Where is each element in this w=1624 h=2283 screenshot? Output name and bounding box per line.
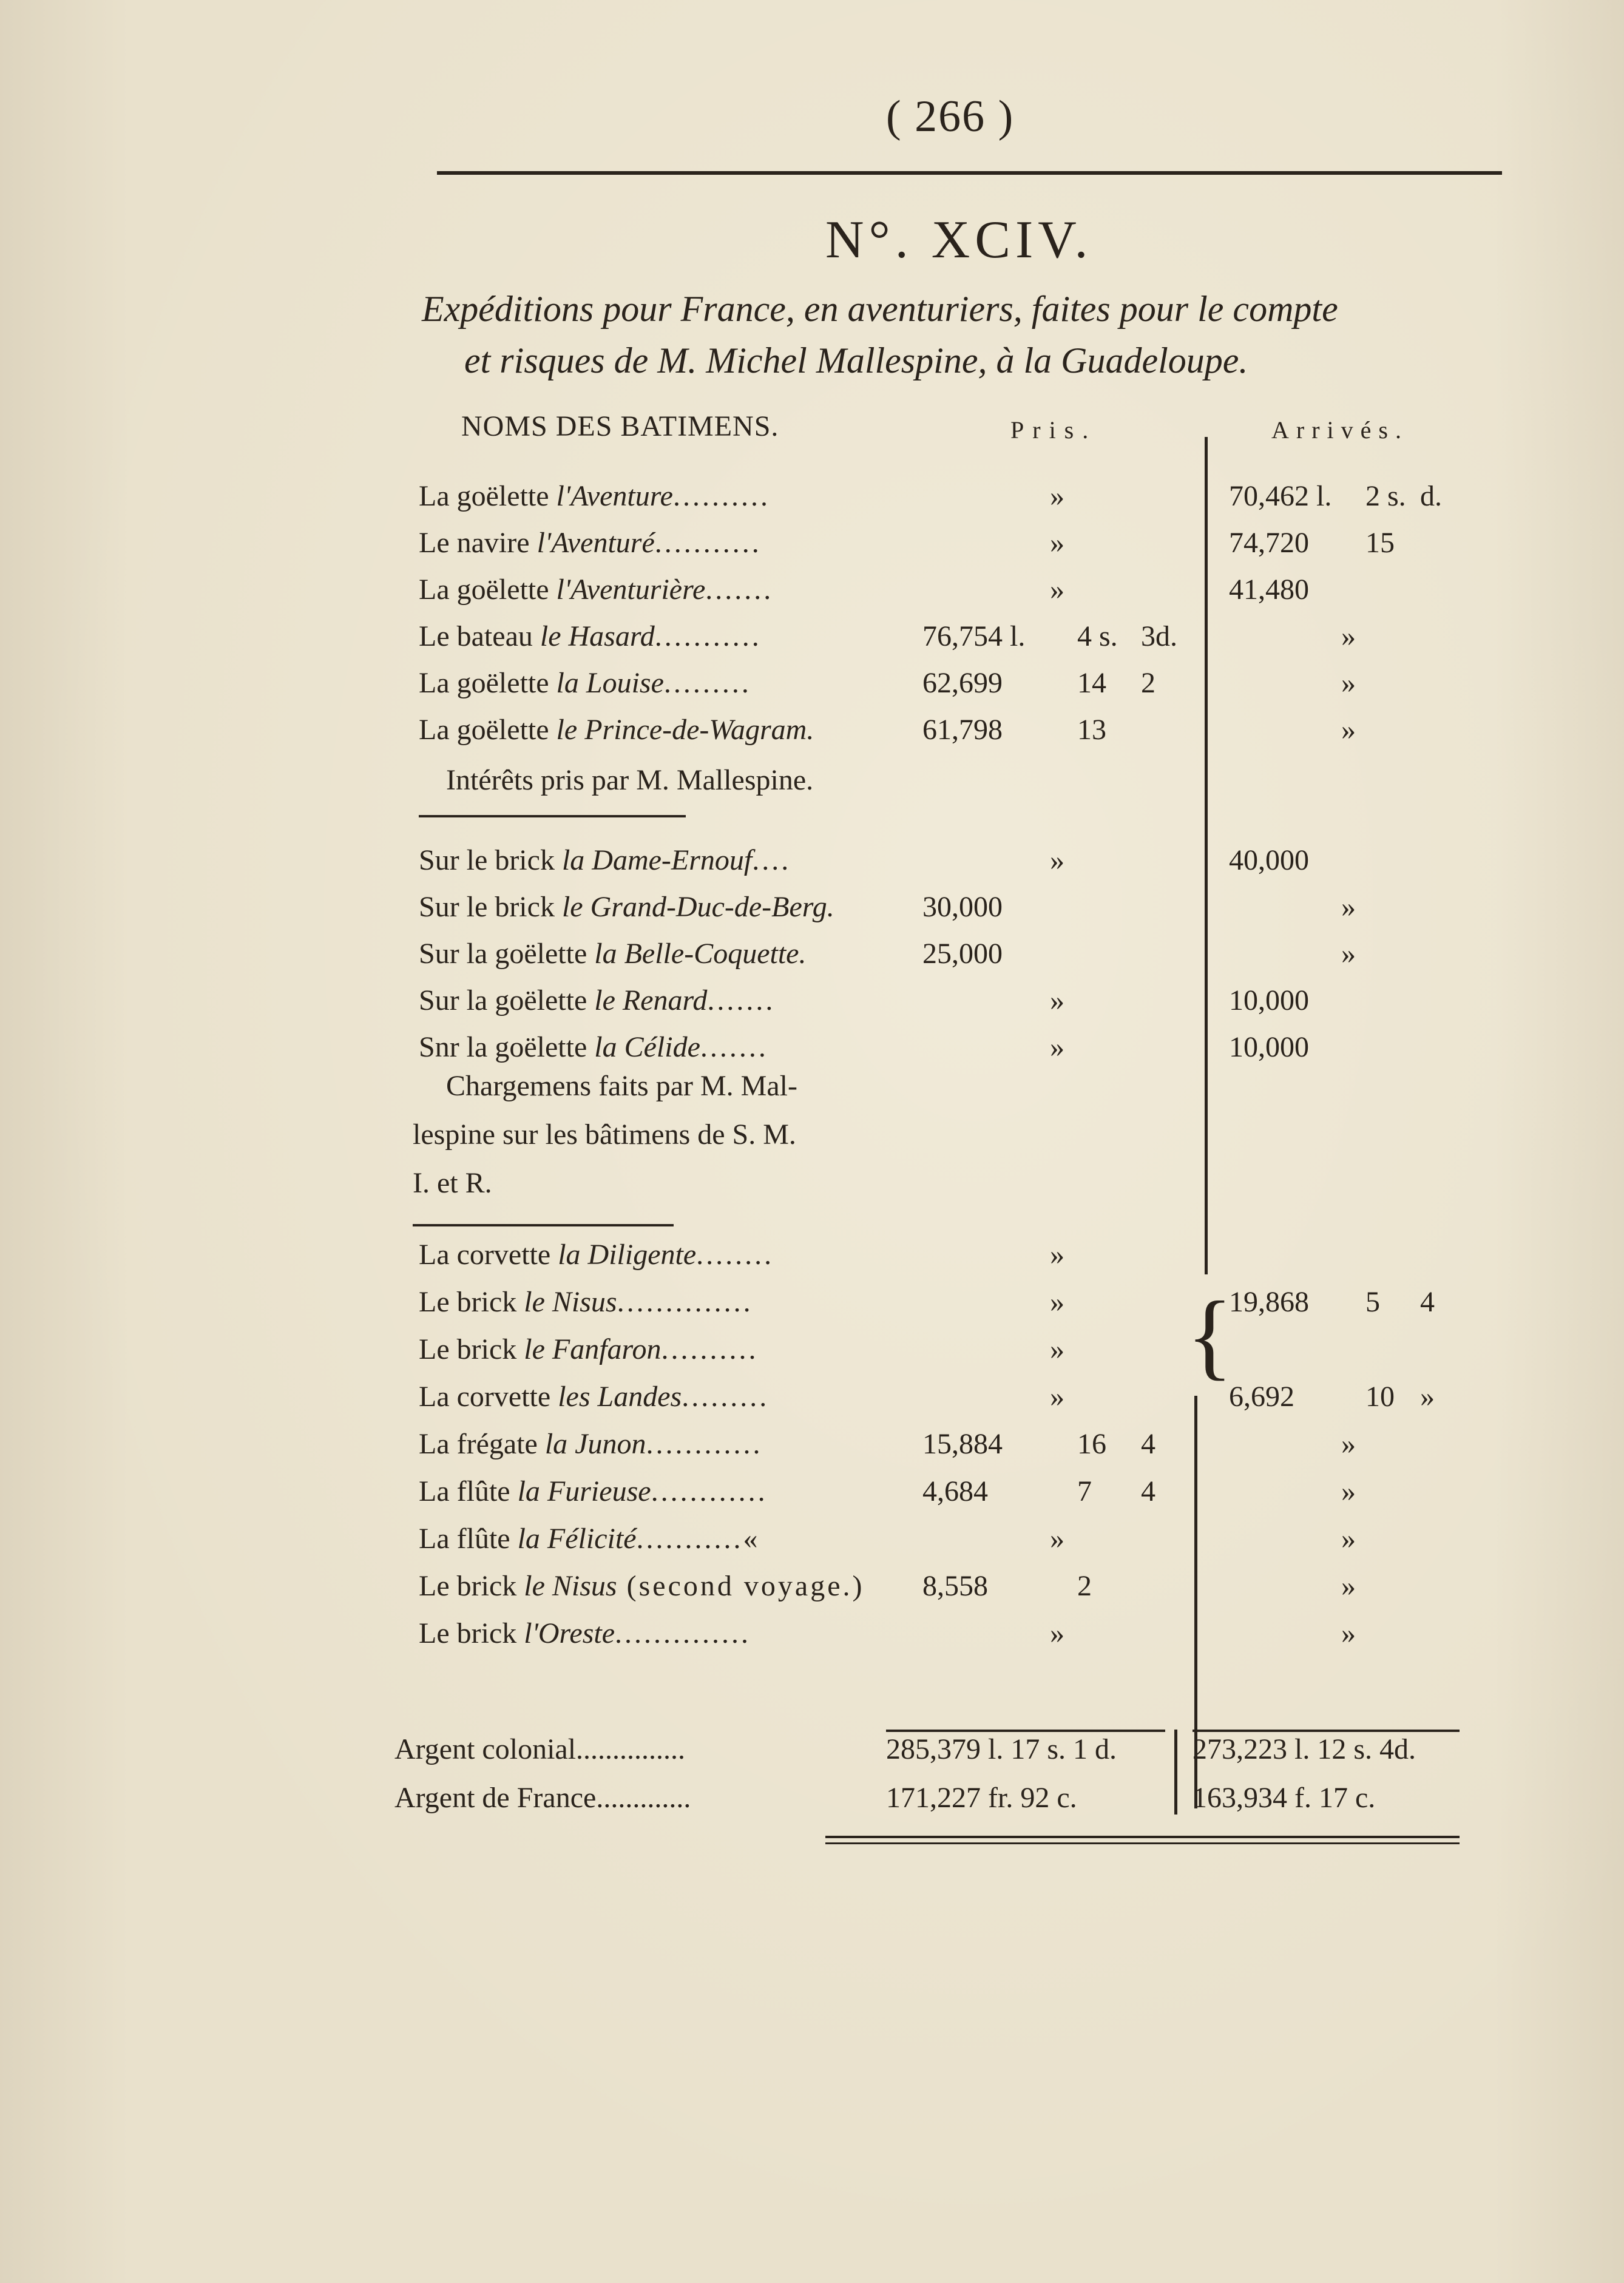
total-label-france: Argent de France............. <box>394 1782 691 1814</box>
vessel-type: Le brick <box>419 1286 517 1318</box>
vessel-title: la Junon <box>544 1428 646 1460</box>
grouping-brace: { <box>1186 1281 1233 1389</box>
cell-pris: 76,754 l. <box>922 620 1026 652</box>
cell-arr: 6,692 <box>1229 1381 1294 1413</box>
ledger-row <box>0 1238 1624 1280</box>
ledger-row <box>0 1285 1624 1328</box>
ledger-row <box>0 666 1624 709</box>
cell-q-arr: » <box>1341 1428 1356 1460</box>
cell-pris: 61,798 <box>922 714 1003 746</box>
leader-dots: ........ <box>696 1239 774 1271</box>
vessel-name <box>419 1475 768 1508</box>
cell-q-arr: » <box>1341 1570 1356 1602</box>
vessel-title: le Grand-Duc-de-Berg. <box>561 891 834 923</box>
cell-pris-s: 14 <box>1077 667 1106 699</box>
cell-q-arr: » <box>1341 1617 1356 1649</box>
ledger-row <box>0 1380 1624 1422</box>
vessel-title: la Célide <box>594 1031 700 1063</box>
ledger-row <box>0 984 1624 1026</box>
cell-pris-s: 7 <box>1077 1475 1092 1507</box>
vessel-name <box>419 666 751 700</box>
vessel-title: l'Aventurière <box>556 573 706 606</box>
ledger-row <box>0 844 1624 886</box>
section-divider <box>419 815 686 817</box>
cell-q-pris: » <box>1050 1523 1064 1555</box>
vessel-name <box>419 890 834 924</box>
vessel-title: la Furieuse <box>517 1475 651 1507</box>
totals-column-rule <box>1174 1730 1177 1815</box>
ledger-row <box>0 479 1624 522</box>
vessel-name <box>419 479 770 513</box>
vessel-name <box>419 1427 762 1461</box>
vessel-title: l'Aventure <box>556 480 673 512</box>
cell-q-pris: » <box>1050 1286 1064 1318</box>
vessel-name <box>419 984 775 1017</box>
bottom-rule-secondary <box>825 1842 1460 1844</box>
cell-pris-s: 16 <box>1077 1428 1106 1460</box>
cell-q-pris: » <box>1050 1333 1064 1365</box>
vessel-title: le Prince-de-Wagram. <box>556 714 814 746</box>
ledger-row <box>0 573 1624 615</box>
title-line-2: et risques de M. Michel Mallespine, à la Guadeloupe. <box>464 340 1248 380</box>
cell-arr: 19,868 <box>1229 1286 1309 1318</box>
totals-rule-arrives <box>1193 1730 1460 1732</box>
total-pris-france: 171,227 fr. 92 c. <box>886 1782 1077 1814</box>
leader-dots: ....... <box>700 1031 768 1063</box>
vessel-type: Le brick <box>419 1617 517 1649</box>
total-pris-colonial: 285,379 l. 17 s. 1 d. <box>886 1733 1117 1765</box>
cell-q-arr: » <box>1341 891 1356 923</box>
ledger-row <box>0 1030 1624 1073</box>
cell-pris: 25,000 <box>922 938 1003 970</box>
vessel-title: le Hasard <box>540 620 655 652</box>
vessel-title: le Fanfaron <box>524 1333 661 1365</box>
vessel-type: La corvette <box>419 1239 551 1271</box>
total-label-colonial: Argent colonial............... <box>394 1733 686 1765</box>
vessel-type: Sur la goëlette <box>419 938 587 970</box>
vessel-title: le Nisus <box>524 1570 617 1602</box>
total-arrives-france: 163,934 f. 17 c. <box>1193 1782 1376 1814</box>
ledger-row <box>0 526 1624 569</box>
leader-dots: ......... <box>663 667 751 699</box>
ledger-row <box>0 1522 1624 1564</box>
page-number: ( 266 ) <box>886 92 1015 141</box>
vessel-type: La goëlette <box>419 714 549 746</box>
cell-arr-s: 10 <box>1365 1381 1395 1413</box>
section3-heading-line-3: I. et R. <box>413 1167 492 1199</box>
ledger-row <box>0 1427 1624 1470</box>
vessel-title: la Dame-Ernouf <box>561 844 753 876</box>
vessel-name <box>419 1380 769 1413</box>
leader-dots: (second voyage.) <box>617 1570 865 1602</box>
cell-pris: 15,884 <box>922 1428 1003 1460</box>
vessel-title: la Félicité <box>517 1523 637 1555</box>
vessel-name <box>419 713 814 746</box>
cell-q-pris: » <box>1050 1031 1064 1063</box>
cell-q-pris: » <box>1050 1617 1064 1649</box>
header-names: NOMS DES BATIMENS. <box>461 410 779 442</box>
vessel-name <box>419 1285 753 1319</box>
cell-pris: 30,000 <box>922 891 1003 923</box>
vessel-title: la Diligente <box>558 1239 697 1271</box>
vessel-type: Le brick <box>419 1570 517 1602</box>
header-pris: Pris. <box>1010 416 1097 444</box>
cell-q-arr: » <box>1341 620 1356 652</box>
vessel-type: Le brick <box>419 1333 517 1365</box>
ledger-row <box>0 620 1624 662</box>
title-line-1: Expéditions pour France, en aventuriers, faites pour le compte <box>422 289 1338 329</box>
leader-dots: ....... <box>707 984 776 1016</box>
top-rule <box>437 171 1502 175</box>
header-arrives: Arrivés. <box>1271 416 1409 444</box>
bottom-rule <box>825 1836 1460 1838</box>
leader-dots: .... <box>752 844 791 876</box>
cell-q-arr: » <box>1341 667 1356 699</box>
leader-dots: .............. <box>617 1286 753 1318</box>
cell-q-arr: » <box>1341 1475 1356 1507</box>
cell-q-pris: » <box>1050 527 1064 559</box>
cell-q-pris: » <box>1050 1239 1064 1271</box>
vessel-type: La goëlette <box>419 480 549 512</box>
vessel-type: Sur la goëlette <box>419 984 587 1016</box>
cell-q-pris: » <box>1050 573 1064 606</box>
cell-arr-s: 15 <box>1365 527 1395 559</box>
vessel-type: Sur le brick <box>419 844 555 876</box>
cell-arr-s: 5 <box>1365 1286 1380 1318</box>
cell-q-arr: » <box>1341 938 1356 970</box>
cell-arr: 41,480 <box>1229 573 1309 606</box>
cell-arr-d: d. <box>1420 480 1442 512</box>
ledger-row <box>0 1569 1624 1612</box>
cell-pris: 4,684 <box>922 1475 988 1507</box>
leader-dots: ............ <box>651 1475 768 1507</box>
cell-pris-d: 2 <box>1141 667 1155 699</box>
vessel-type: Le bateau <box>419 620 533 652</box>
cell-pris-d: 4 <box>1141 1428 1155 1460</box>
cell-pris-d: 4 <box>1141 1475 1155 1507</box>
section2-heading: Intérêts pris par M. Mallespine. <box>446 764 814 796</box>
vessel-type: Snr la goëlette <box>419 1031 587 1063</box>
vessel-name <box>419 1238 774 1271</box>
cell-arr: 70,462 l. <box>1229 480 1332 512</box>
cell-pris-s: 4 s. <box>1077 620 1118 652</box>
cell-q-pris: » <box>1050 844 1064 876</box>
cell-arr: 10,000 <box>1229 984 1309 1016</box>
totals-rule-pris <box>886 1730 1165 1732</box>
vessel-title: la Louise <box>556 667 664 699</box>
cell-pris: 62,699 <box>922 667 1003 699</box>
vessel-type: La corvette <box>419 1381 551 1413</box>
vessel-name <box>419 937 806 970</box>
cell-q-pris: » <box>1050 1381 1064 1413</box>
cell-q-pris: » <box>1050 480 1064 512</box>
cell-q-arr: » <box>1341 1523 1356 1555</box>
vessel-name <box>419 1569 864 1603</box>
total-arrives-colonial: 273,223 l. 12 s. 4d. <box>1193 1733 1416 1765</box>
vessel-name <box>419 526 762 560</box>
cell-arr: 74,720 <box>1229 527 1309 559</box>
cell-arr-d: » <box>1420 1381 1435 1413</box>
cell-q-pris: » <box>1050 984 1064 1016</box>
cell-arr-d: 4 <box>1420 1286 1435 1318</box>
cell-pris-s: 2 <box>1077 1570 1092 1602</box>
cell-pris-d: 3d. <box>1141 620 1177 652</box>
section3-heading-line-1: Chargemens faits par M. Mal- <box>446 1070 797 1102</box>
vessel-name <box>419 573 773 606</box>
vessel-title: la Belle-Coquette. <box>594 938 807 970</box>
section3-heading-line-2: lespine sur les bâtimens de S. M. <box>413 1118 796 1151</box>
ledger-row <box>0 713 1624 756</box>
cell-q-arr: » <box>1341 714 1356 746</box>
cell-arr-s: 2 s. <box>1365 480 1406 512</box>
ledger-row <box>0 1475 1624 1517</box>
cell-arr: 40,000 <box>1229 844 1309 876</box>
vessel-type: La goëlette <box>419 573 549 606</box>
leader-dots: .......... <box>661 1333 759 1365</box>
vessel-type: Le navire <box>419 527 530 559</box>
ledger-row <box>0 1333 1624 1375</box>
vessel-title: les Landes <box>558 1381 682 1413</box>
section-divider <box>413 1224 674 1226</box>
leader-dots: ...........« <box>636 1523 760 1555</box>
vessel-type: La flûte <box>419 1523 510 1555</box>
ledger-row <box>0 1617 1624 1659</box>
vessel-title: l'Aventuré <box>536 527 655 559</box>
leader-dots: ............ <box>646 1428 763 1460</box>
vessel-type: Sur le brick <box>419 891 555 923</box>
vessel-type: La goëlette <box>419 667 549 699</box>
vessel-type: La frégate <box>419 1428 538 1460</box>
cell-arr: 10,000 <box>1229 1031 1309 1063</box>
cell-pris: 8,558 <box>922 1570 988 1602</box>
leader-dots: ........... <box>654 527 762 559</box>
vessel-name <box>419 1617 751 1650</box>
vessel-name <box>419 1333 758 1366</box>
leader-dots: .............. <box>615 1617 751 1649</box>
vessel-name <box>419 844 791 877</box>
leader-dots: ......... <box>682 1381 770 1413</box>
vessel-name <box>419 620 762 653</box>
leader-dots: ........... <box>654 620 762 652</box>
vessel-title: l'Oreste <box>524 1617 615 1649</box>
leader-dots: .......... <box>672 480 770 512</box>
vessel-title: le Nisus <box>524 1286 617 1318</box>
ledger-row <box>0 937 1624 979</box>
vessel-type: La flûte <box>419 1475 510 1507</box>
vessel-name <box>419 1522 760 1555</box>
cell-pris-s: 13 <box>1077 714 1106 746</box>
leader-dots: ....... <box>705 573 774 606</box>
vessel-title: le Renard <box>594 984 708 1016</box>
vessel-name <box>419 1030 768 1064</box>
document-number: N°. XCIV. <box>825 211 1093 269</box>
ledger-row <box>0 890 1624 933</box>
